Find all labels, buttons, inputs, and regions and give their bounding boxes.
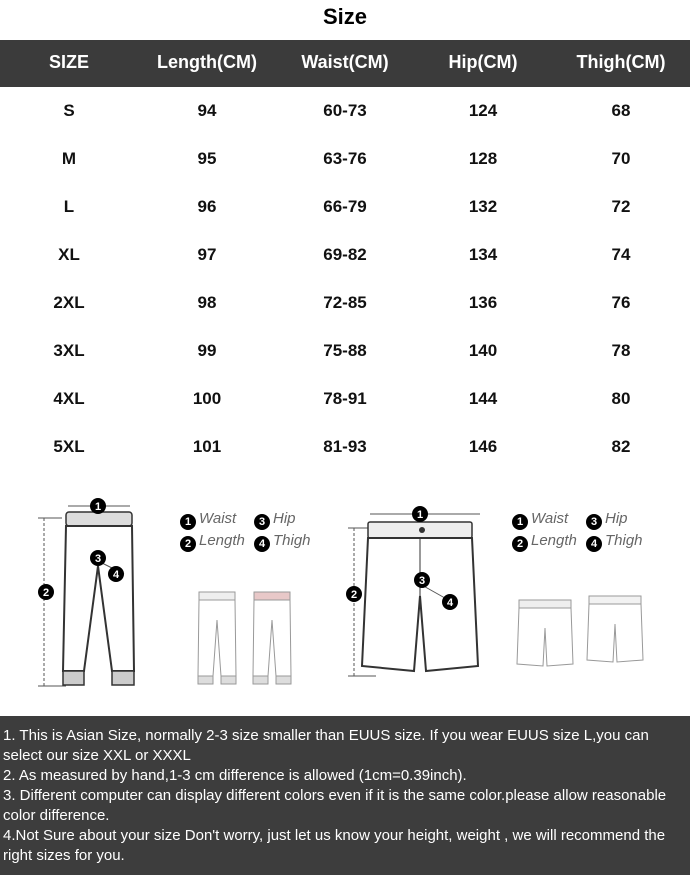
cell-thigh: 78	[611, 341, 631, 360]
svg-text:1: 1	[94, 501, 102, 513]
table-row	[0, 183, 690, 231]
cell-waist: 66-79	[323, 197, 367, 216]
table-row	[0, 423, 690, 471]
cell-hip: 132	[468, 197, 498, 216]
note-item: 1. This is Asian Size, normally 2-3 size smaller than EUUS size. If you wear EUUS size L,you can select our size XXL or XXXL	[3, 727, 649, 764]
table-row	[0, 87, 690, 135]
measurement-illustrations	[0, 490, 690, 710]
table-row	[0, 279, 690, 327]
header-thigh: Thigh(CM)	[576, 52, 666, 72]
note-item: 4.Not Sure about your size Don't worry, just let us know your height, weight , we will recommend the right sizes for you.	[3, 827, 666, 864]
cell-waist: 75-88	[323, 341, 367, 360]
number-4-icon: 4	[254, 536, 270, 552]
size-table-header	[0, 40, 690, 87]
cell-length: 94	[197, 101, 217, 120]
number-1-icon: 1	[512, 514, 528, 530]
svg-text:2: 2	[42, 587, 50, 599]
svg-text:4: 4	[446, 597, 454, 609]
cell-length: 97	[197, 245, 217, 264]
header-length: Length(CM)	[157, 52, 257, 72]
legend-length: Length	[531, 532, 577, 549]
cell-hip: 134	[468, 245, 498, 264]
cell-size: XL	[58, 245, 80, 264]
cell-size: 5XL	[53, 437, 85, 456]
legend-waist: Waist	[199, 510, 237, 527]
number-2-icon: 2	[512, 536, 528, 552]
cell-hip: 140	[468, 341, 498, 360]
legend-thigh: Thigh	[605, 532, 643, 549]
cell-length: 99	[197, 341, 217, 360]
table-row	[0, 327, 690, 375]
number-2-icon: 2	[180, 536, 196, 552]
cell-thigh: 76	[611, 293, 631, 312]
svg-text:3: 3	[418, 575, 426, 587]
cell-length: 101	[192, 437, 222, 456]
number-4-icon: 4	[586, 536, 602, 552]
cell-thigh: 72	[611, 197, 631, 216]
cell-size: 4XL	[53, 389, 85, 408]
number-3-icon: 3	[254, 514, 270, 530]
cell-hip: 144	[468, 389, 498, 408]
svg-text:3: 3	[94, 553, 102, 565]
cell-size: L	[63, 197, 75, 216]
cell-hip: 124	[468, 101, 498, 120]
cell-thigh: 82	[611, 437, 631, 456]
legend-hip: Hip	[605, 510, 628, 527]
cell-waist: 72-85	[323, 293, 367, 312]
cell-length: 96	[197, 197, 217, 216]
cell-size: 2XL	[53, 293, 85, 312]
header-hip: Hip(CM)	[448, 52, 518, 72]
cell-hip: 146	[468, 437, 498, 456]
header-size: SIZE	[48, 52, 89, 72]
long-pants-thumbnail-front	[195, 590, 239, 686]
legend-hip: Hip	[273, 510, 296, 527]
number-1-icon: 1	[180, 514, 196, 530]
shorts-diagram	[340, 506, 490, 686]
number-3-icon: 3	[586, 514, 602, 530]
cell-thigh: 70	[611, 149, 631, 168]
svg-text:4: 4	[112, 569, 120, 581]
cell-thigh: 68	[611, 101, 631, 120]
cell-thigh: 74	[611, 245, 631, 264]
legend-right	[512, 510, 662, 554]
legend-length: Length	[199, 532, 245, 549]
cell-waist: 78-91	[323, 389, 367, 408]
long-pants-diagram	[30, 496, 150, 696]
table-row	[0, 375, 690, 423]
cell-waist: 69-82	[323, 245, 367, 264]
cell-hip: 136	[468, 293, 498, 312]
note-item: 2. As measured by hand,1-3 cm difference is allowed (1cm=0.39inch).	[3, 767, 467, 784]
legend-waist: Waist	[531, 510, 569, 527]
note-item: 3. Different computer can display different colors even if it is the same color.please allow reasonable color difference.	[3, 787, 667, 824]
table-row	[0, 135, 690, 183]
cell-size: 3XL	[53, 341, 85, 360]
svg-text:1: 1	[416, 509, 424, 521]
long-pants-thumbnail-back	[250, 590, 294, 686]
page-title: Size	[322, 4, 368, 29]
header-waist: Waist(CM)	[301, 52, 389, 72]
cell-length: 95	[197, 149, 217, 168]
cell-waist: 63-76	[323, 149, 367, 168]
table-row	[0, 231, 690, 279]
cell-length: 100	[192, 389, 222, 408]
cell-waist: 60-73	[323, 101, 367, 120]
size-notes	[0, 716, 690, 875]
cell-thigh: 80	[611, 389, 631, 408]
cell-waist: 81-93	[323, 437, 367, 456]
shorts-thumbnail-front	[515, 598, 575, 670]
cell-hip: 128	[468, 149, 498, 168]
cell-size: M	[61, 149, 77, 168]
cell-length: 98	[197, 293, 217, 312]
shorts-thumbnail-back	[585, 594, 645, 666]
legend-thigh: Thigh	[273, 532, 311, 549]
cell-size: S	[63, 101, 75, 120]
legend-left	[180, 510, 330, 554]
svg-text:2: 2	[350, 589, 358, 601]
